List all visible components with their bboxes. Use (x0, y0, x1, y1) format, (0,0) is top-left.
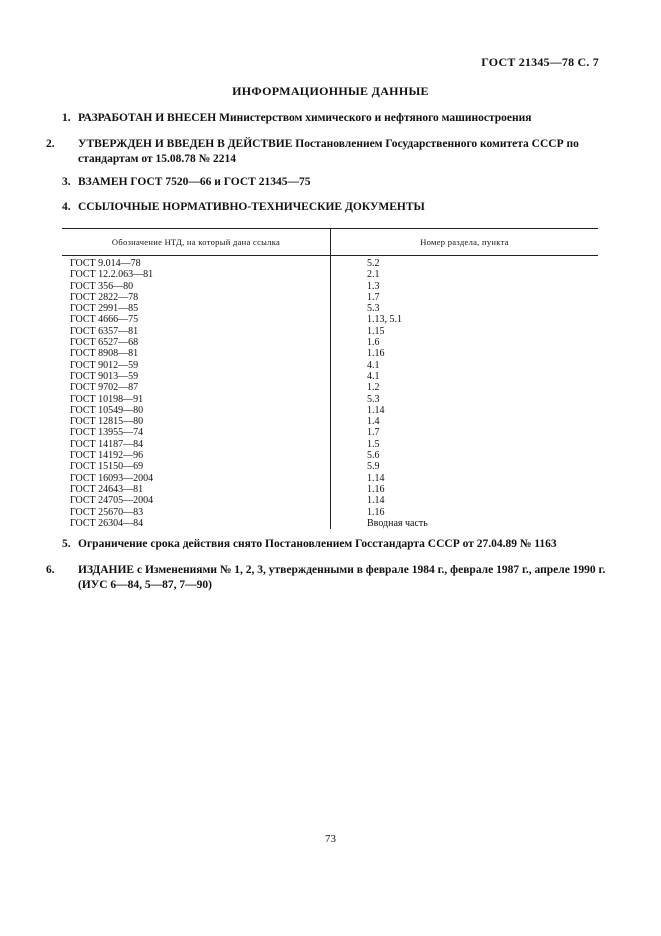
standard-designation: ГОСТ 9013—59 (70, 370, 139, 382)
section-number: Вводная часть (367, 517, 428, 529)
item-text: ССЫЛОЧНЫЕ НОРМАТИВНО-ТЕХНИЧЕСКИЕ ДОКУМЕНТЫ (78, 201, 425, 213)
table-row (62, 269, 598, 280)
table-row (62, 461, 598, 472)
standard-designation: ГОСТ 16093—2004 (70, 472, 154, 484)
item-text: ИЗДАНИЕ с Изменениями № 1, 2, 3, утвержденными в феврале 1984 г., феврале 1987 г., апреле 1990 г. (ИУС 6—84, 5—87, 7—90) (78, 564, 606, 591)
table-row (62, 258, 598, 269)
standard-designation: ГОСТ 25670—83 (70, 506, 144, 518)
section-number: 1.7 (367, 427, 380, 439)
table-body (62, 256, 598, 529)
running-header: ГОСТ 21345—78 С. 7 (481, 55, 599, 69)
section-number: 5.9 (367, 461, 380, 473)
standard-designation: ГОСТ 12.2.063—81 (70, 269, 154, 281)
section-number: 5.3 (367, 393, 380, 405)
table-header (62, 228, 598, 256)
section-number: 5.3 (367, 303, 380, 315)
table-row (62, 337, 598, 348)
section-number: 4.1 (367, 370, 380, 382)
section-number: 1.16 (367, 348, 385, 360)
standard-designation: ГОСТ 6527—68 (70, 337, 139, 349)
info-item-3 (62, 175, 602, 190)
table-row (62, 518, 598, 529)
standard-designation: ГОСТ 24705—2004 (70, 495, 154, 507)
section-number: 1.14 (367, 495, 385, 507)
standard-designation: ГОСТ 10549—80 (70, 404, 144, 416)
table-row (62, 326, 598, 337)
info-item-1 (62, 111, 602, 126)
section-number: 1.5 (367, 438, 380, 450)
standard-designation: ГОСТ 14187—84 (70, 438, 144, 450)
table-row (62, 360, 598, 371)
standard-designation: ГОСТ 8908—81 (70, 348, 139, 360)
section-number: 1.14 (367, 472, 385, 484)
section-number: 5.6 (367, 450, 380, 462)
section-number: 4.1 (367, 359, 380, 371)
standard-designation: ГОСТ 4666—75 (70, 314, 139, 326)
standard-designation: ГОСТ 26304—84 (70, 517, 144, 529)
standard-designation: ГОСТ 2991—85 (70, 303, 139, 315)
item-number: 6. (46, 564, 55, 576)
table-row (62, 416, 598, 427)
section-number: 1.14 (367, 404, 385, 416)
section-number: 1.16 (367, 483, 385, 495)
section-number: 2.1 (367, 269, 380, 281)
column-header-designation: Обозначение НТД, на который дана ссылка (62, 229, 331, 255)
page-number: 73 (325, 833, 336, 845)
section-number: 5.2 (367, 258, 380, 269)
table-row (62, 439, 598, 450)
standard-designation: ГОСТ 9.014—78 (70, 258, 141, 269)
table-row (62, 292, 598, 303)
reference-table (62, 228, 598, 529)
item-number: 5. (62, 538, 71, 550)
item-text: РАЗРАБОТАН И ВНЕСЕН Министерством химического и нефтяного машиностроения (78, 112, 532, 124)
standard-designation: ГОСТ 24643—81 (70, 483, 144, 495)
info-item-4 (62, 200, 602, 215)
info-item-2 (46, 137, 618, 167)
page-title: ИНФОРМАЦИОННЫЕ ДАННЫЕ (232, 84, 429, 98)
section-number: 1.15 (367, 325, 385, 337)
standard-designation: ГОСТ 13955—74 (70, 427, 144, 439)
item-number: 3. (62, 176, 71, 188)
table-row (62, 495, 598, 506)
table-row (62, 382, 598, 393)
section-number: 1.4 (367, 416, 380, 428)
standard-designation: ГОСТ 9702—87 (70, 382, 139, 394)
section-number: 1.16 (367, 506, 385, 518)
standard-designation: ГОСТ 6357—81 (70, 325, 139, 337)
table-row (62, 405, 598, 416)
table-row (62, 303, 598, 314)
table-row (62, 314, 598, 325)
standard-designation: ГОСТ 2822—78 (70, 291, 139, 303)
item-text: Ограничение срока действия снято Постановлением Госстандарта СССР от 27.04.89 № 1163 (78, 538, 557, 550)
table-row (62, 281, 598, 292)
item-number: 1. (62, 112, 71, 124)
info-item-6 (46, 563, 618, 593)
table-row (62, 371, 598, 382)
section-number: 1.13, 5.1 (367, 314, 402, 326)
item-text: УТВЕРЖДЕН И ВВЕДЕН В ДЕЙСТВИЕ Постановлением Государственного комитета СССР по стандартам от 15.08.78 № 2214 (78, 138, 579, 165)
standard-designation: ГОСТ 356—80 (70, 280, 134, 292)
table-row (62, 427, 598, 438)
section-number: 1.7 (367, 291, 380, 303)
table-row (62, 484, 598, 495)
section-number: 1.3 (367, 280, 380, 292)
standard-designation: ГОСТ 9012—59 (70, 359, 139, 371)
standard-designation: ГОСТ 10198—91 (70, 393, 144, 405)
table-row (62, 473, 598, 484)
standard-designation: ГОСТ 14192—96 (70, 450, 144, 462)
info-item-5 (62, 537, 602, 552)
item-number: 2. (46, 138, 55, 150)
item-text: ВЗАМЕН ГОСТ 7520—66 и ГОСТ 21345—75 (78, 176, 311, 188)
standard-designation: ГОСТ 15150—69 (70, 461, 144, 473)
standard-designation: ГОСТ 12815—80 (70, 416, 144, 428)
section-number: 1.2 (367, 382, 380, 394)
table-row (62, 507, 598, 518)
table-row (62, 450, 598, 461)
column-header-section: Номер раздела, пункта (420, 237, 509, 247)
table-row (62, 394, 598, 405)
item-number: 4. (62, 201, 71, 213)
table-row (62, 348, 598, 359)
section-number: 1.6 (367, 337, 380, 349)
